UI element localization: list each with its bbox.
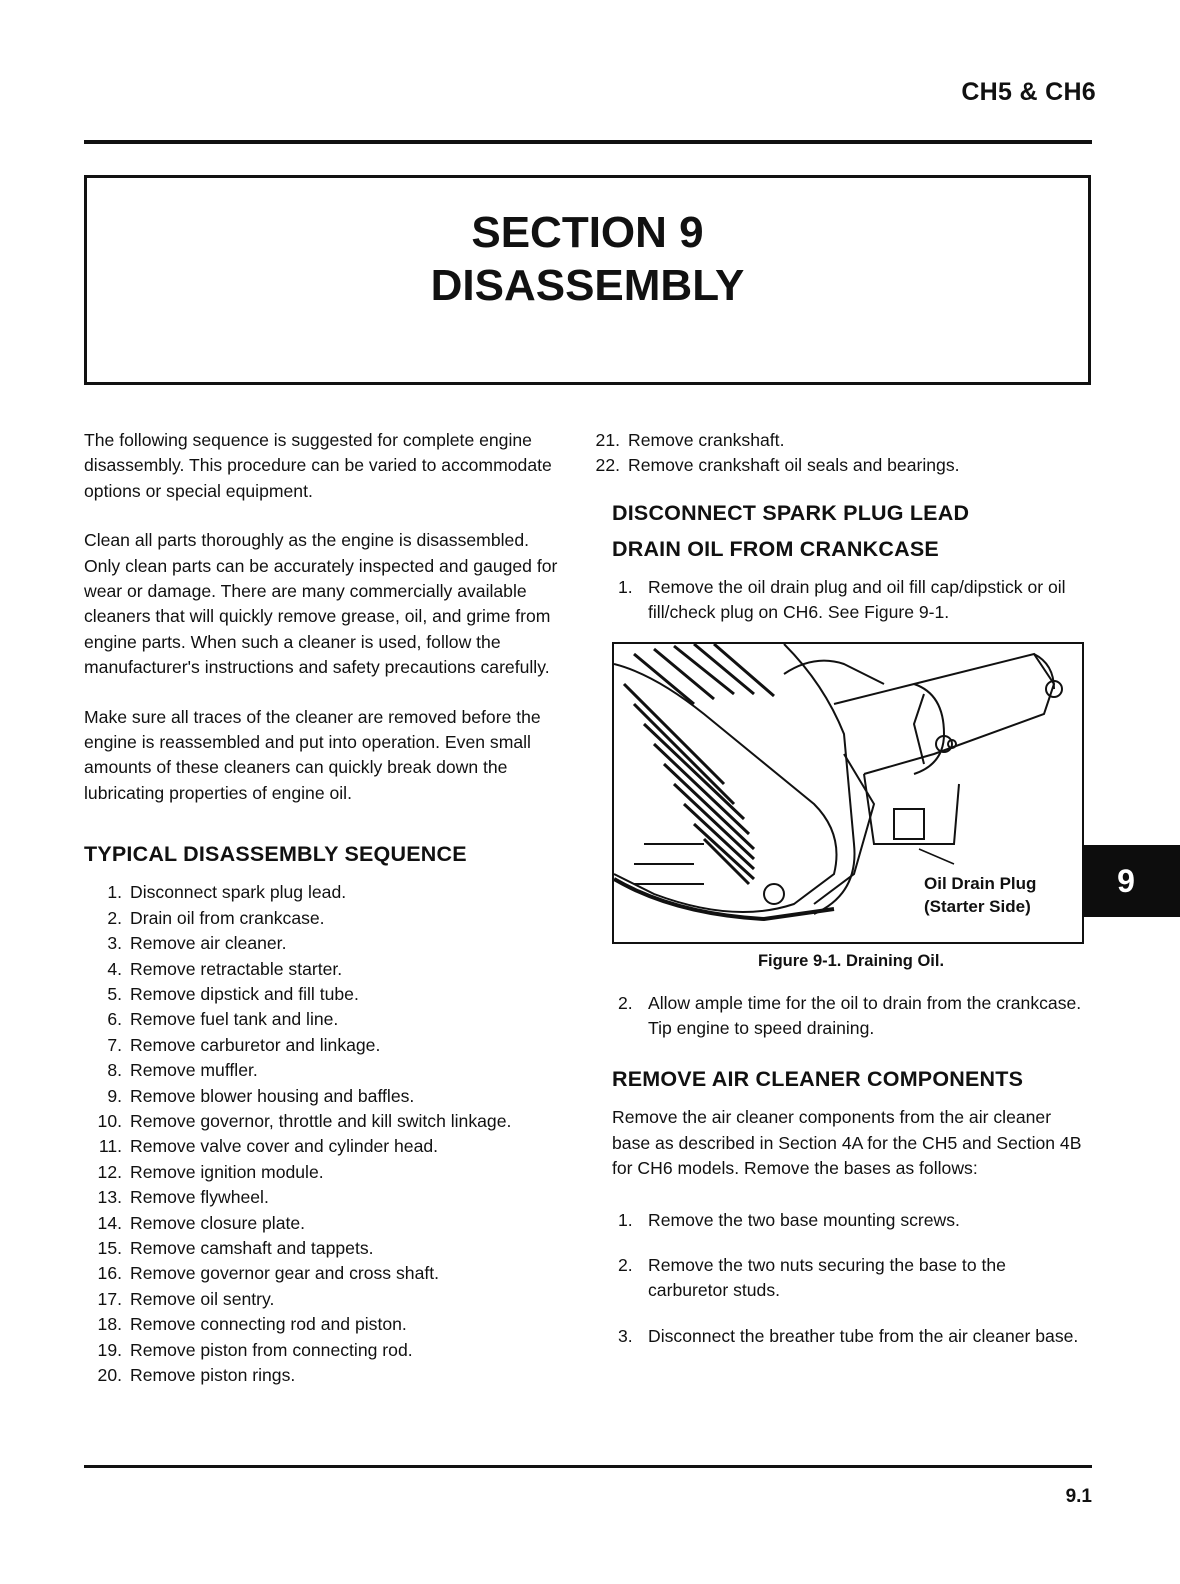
right-column <box>595 428 1090 1369</box>
item-number: 1. <box>107 882 122 903</box>
item-number: 1. <box>618 1209 633 1230</box>
item-text: Remove ignition module. <box>130 1161 324 1182</box>
item-text: Remove crankshaft oil seals and bearings. <box>628 455 960 476</box>
list-item <box>84 1363 564 1388</box>
item-number: 7. <box>107 1034 122 1055</box>
step-number: 1. <box>618 576 633 597</box>
item-text: Remove camshaft and tappets. <box>130 1237 374 1258</box>
list-item <box>618 575 1090 626</box>
list-item <box>84 1236 564 1261</box>
item-number: 11. <box>98 1136 122 1157</box>
list-item <box>84 1287 564 1312</box>
item-number: 20. <box>97 1365 122 1385</box>
air-cleaner-steps <box>618 1208 1090 1350</box>
air-cleaner-intro: Remove the air cleaner components from the air cleaner base as described in Section 4A for the CH5 and Section 4B for CH6 models. Remove the bases as follows: <box>612 1107 1082 1179</box>
oil-drain-plug-callout <box>924 872 1036 918</box>
item-text: Remove governor gear and cross shaft. <box>130 1263 440 1284</box>
item-number: 17. <box>97 1288 122 1309</box>
section-tab: 9 <box>1082 845 1180 917</box>
item-text: Remove piston rings. <box>130 1365 296 1385</box>
list-item <box>84 1312 564 1337</box>
item-number: 12. <box>97 1161 122 1182</box>
item-text: Remove the two base mounting screws. <box>648 1209 960 1230</box>
list-item <box>84 1033 564 1058</box>
bottom-rule <box>84 1465 1092 1468</box>
model-header: CH5 & CH6 <box>961 78 1096 106</box>
item-text: Remove flywheel. <box>130 1187 269 1208</box>
list-item <box>618 1324 1090 1349</box>
item-text: Remove carburetor and linkage. <box>130 1034 381 1055</box>
list-item <box>84 1134 564 1159</box>
intro-paragraph-3: Make sure all traces of the cleaner are removed before the engine is reassembled and put into operation. Even small amounts of these cleaners can quickly break down the lubricating properties of engine oil. <box>84 706 541 803</box>
list-item <box>84 1160 564 1185</box>
item-text: Remove crankshaft. <box>628 430 785 450</box>
item-text: Remove piston from connecting rod. <box>130 1339 413 1360</box>
list-item <box>84 1185 564 1210</box>
item-number: 16. <box>97 1263 122 1284</box>
item-number: 18. <box>97 1314 122 1335</box>
sequence-list <box>84 880 564 1388</box>
item-text: Drain oil from crankcase. <box>130 907 325 928</box>
item-text: Remove muffler. <box>130 1060 258 1081</box>
list-item <box>84 1109 564 1134</box>
list-item <box>84 1058 564 1083</box>
step-text: Remove the oil drain plug and oil fill cap/dipstick or oil fill/check plug on CH6. See Figure 9-1. <box>648 576 1066 623</box>
list-item <box>618 991 1090 1042</box>
top-rule <box>84 140 1092 144</box>
item-text: Remove oil sentry. <box>130 1288 275 1309</box>
list-item <box>84 1007 564 1032</box>
item-text: Remove closure plate. <box>130 1212 306 1233</box>
section-title-box <box>84 175 1091 385</box>
item-number: 3. <box>618 1325 633 1346</box>
sequence-heading: TYPICAL DISASSEMBLY SEQUENCE <box>84 842 467 867</box>
drain-steps-continued <box>618 991 1090 1042</box>
item-text: Disconnect the breather tube from the air cleaner base. <box>648 1325 1079 1346</box>
item-number: 5. <box>107 983 122 1004</box>
list-item <box>84 1084 564 1109</box>
item-text: Remove retractable starter. <box>130 958 343 979</box>
list-item <box>84 1211 564 1236</box>
callout-line-1: Oil Drain Plug <box>924 873 1037 893</box>
list-item <box>582 428 1090 453</box>
item-number: 19. <box>97 1339 122 1360</box>
intro-paragraph-2: Clean all parts thoroughly as the engine is disassembled. Only clean parts can be accurately inspected and gauged for wear or damage. There are many commercially available cleaners that will quickly remove grease, oil, and grime from engine parts. When such a cleaner is used, follow the manufacturer's instructions and safety precautions carefully. <box>84 530 558 678</box>
list-item <box>84 880 564 905</box>
page-number: 9.1 <box>1065 1486 1092 1507</box>
item-number: 13. <box>97 1187 122 1208</box>
item-number: 2. <box>107 907 122 928</box>
item-number: 8. <box>107 1060 122 1081</box>
figure-caption: Figure 9-1. Draining Oil. <box>757 951 945 970</box>
item-text: Remove governor, throttle and kill switch linkage. <box>130 1110 512 1131</box>
drain-steps <box>618 575 1090 626</box>
step-number: 2. <box>618 992 633 1013</box>
item-number: 4. <box>107 958 122 979</box>
list-item <box>618 1208 1090 1233</box>
drain-heading: DRAIN OIL FROM CRANKCASE <box>612 536 939 561</box>
item-number: 10. <box>97 1110 122 1131</box>
item-number: 6. <box>107 1009 122 1030</box>
item-text: Remove connecting rod and piston. <box>130 1314 407 1335</box>
item-number: 2. <box>618 1255 633 1276</box>
left-column <box>84 428 564 1388</box>
item-number: 3. <box>107 933 122 954</box>
item-text: Remove dipstick and fill tube. <box>130 983 359 1004</box>
item-number: 14. <box>97 1212 122 1233</box>
section-title: DISASSEMBLY <box>430 261 745 310</box>
intro-paragraph-1: The following sequence is suggested for complete engine disassembly. This procedure can be varied to accommodate options or special equipment. <box>84 430 552 501</box>
figure-draining-oil <box>612 642 1084 944</box>
air-cleaner-heading: REMOVE AIR CLEANER COMPONENTS <box>612 1067 1024 1092</box>
callout-line-2: (Starter Side) <box>924 896 1031 916</box>
list-item <box>84 1261 564 1286</box>
item-number: 22. <box>595 455 620 476</box>
item-number: 21. <box>595 430 620 450</box>
list-item <box>618 1253 1090 1304</box>
item-number: 9. <box>107 1085 122 1106</box>
list-item <box>84 957 564 982</box>
section-number: SECTION 9 <box>471 208 704 258</box>
item-text: Remove valve cover and cylinder head. <box>130 1136 439 1157</box>
list-item <box>582 453 1090 478</box>
list-item <box>84 982 564 1007</box>
item-text: Remove the two nuts securing the base to the carburetor studs. <box>648 1255 1006 1301</box>
spark-heading: DISCONNECT SPARK PLUG LEAD <box>612 500 970 525</box>
list-item <box>84 906 564 931</box>
item-text: Remove fuel tank and line. <box>130 1009 339 1030</box>
step-text: Allow ample time for the oil to drain from the crankcase. Tip engine to speed draining. <box>648 992 1082 1039</box>
item-text: Remove blower housing and baffles. <box>130 1085 415 1106</box>
item-text: Disconnect spark plug lead. <box>130 882 347 903</box>
list-item <box>84 1338 564 1363</box>
item-text: Remove air cleaner. <box>130 933 287 954</box>
item-number: 15. <box>97 1237 122 1258</box>
sequence-list-continued <box>582 428 1090 479</box>
list-item <box>84 931 564 956</box>
